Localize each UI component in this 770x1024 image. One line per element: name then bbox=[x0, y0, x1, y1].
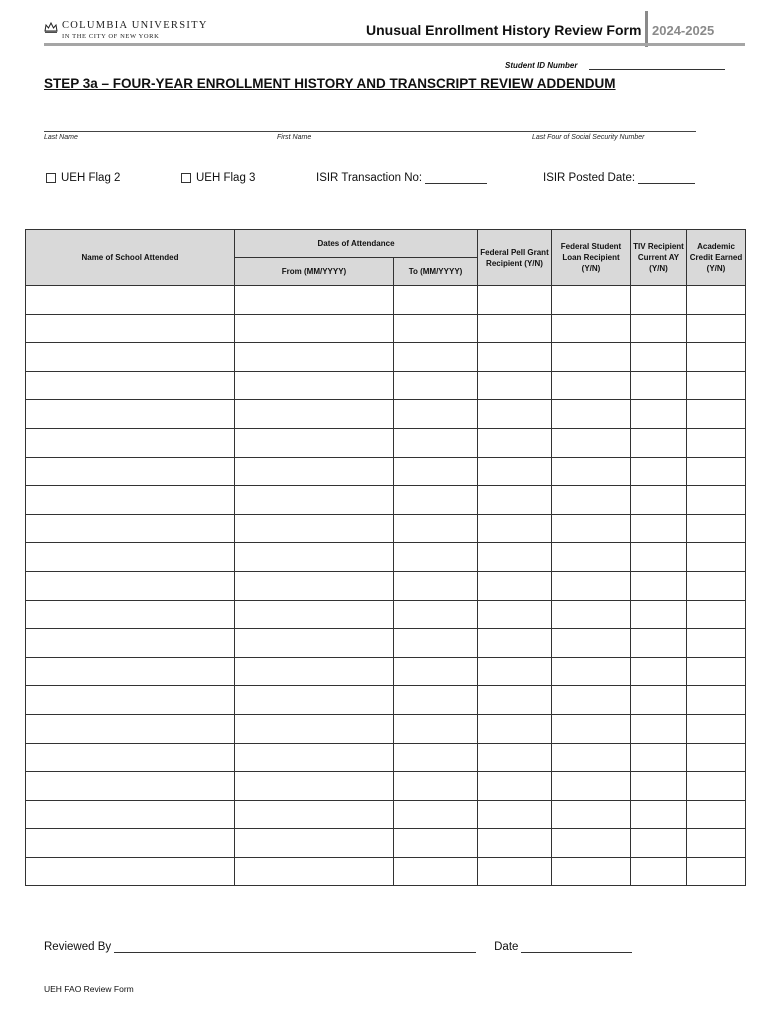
from-date-cell[interactable] bbox=[235, 629, 394, 658]
school-name-cell[interactable] bbox=[26, 571, 235, 600]
isir-transaction-field[interactable] bbox=[425, 173, 487, 184]
name-entry-line[interactable] bbox=[44, 131, 696, 132]
tiv-recipient-cell[interactable] bbox=[631, 772, 687, 801]
academic-credit-cell[interactable] bbox=[687, 714, 746, 743]
school-name-cell[interactable] bbox=[26, 629, 235, 658]
from-date-cell[interactable] bbox=[235, 343, 394, 372]
student-loan-cell[interactable] bbox=[552, 629, 631, 658]
student-loan-cell[interactable] bbox=[552, 772, 631, 801]
school-name-cell[interactable] bbox=[26, 428, 235, 457]
academic-credit-cell[interactable] bbox=[687, 486, 746, 515]
from-date-cell[interactable] bbox=[235, 743, 394, 772]
table-row bbox=[26, 314, 746, 343]
ueh-flag-2-checkbox[interactable] bbox=[46, 173, 56, 183]
isir-posted-field[interactable] bbox=[638, 173, 695, 184]
student-loan-cell[interactable] bbox=[552, 371, 631, 400]
school-name-cell[interactable] bbox=[26, 286, 235, 315]
from-date-cell[interactable] bbox=[235, 428, 394, 457]
from-date-cell[interactable] bbox=[235, 686, 394, 715]
student-loan-cell[interactable] bbox=[552, 457, 631, 486]
from-date-cell[interactable] bbox=[235, 800, 394, 829]
pell-grant-cell[interactable] bbox=[478, 371, 552, 400]
tiv-recipient-cell[interactable] bbox=[631, 600, 687, 629]
student-loan-cell[interactable] bbox=[552, 743, 631, 772]
from-date-cell[interactable] bbox=[235, 829, 394, 858]
logo-city-line: IN THE CITY OF NEW YORK bbox=[62, 33, 160, 40]
header-divider bbox=[645, 11, 648, 47]
to-date-cell[interactable] bbox=[394, 857, 478, 886]
from-date-cell[interactable] bbox=[235, 486, 394, 515]
table-row bbox=[26, 514, 746, 543]
pell-grant-cell[interactable] bbox=[478, 543, 552, 572]
academic-credit-cell[interactable] bbox=[687, 829, 746, 858]
table-row bbox=[26, 428, 746, 457]
pell-grant-cell[interactable] bbox=[478, 428, 552, 457]
from-date-cell[interactable] bbox=[235, 371, 394, 400]
from-date-cell[interactable] bbox=[235, 543, 394, 572]
crown-icon bbox=[44, 21, 58, 33]
school-name-cell[interactable] bbox=[26, 343, 235, 372]
table-row bbox=[26, 686, 746, 715]
table-row bbox=[26, 571, 746, 600]
to-date-cell[interactable] bbox=[394, 629, 478, 658]
pell-grant-cell[interactable] bbox=[478, 714, 552, 743]
form-title: Unusual Enrollment History Review Form bbox=[366, 22, 642, 38]
pell-grant-cell[interactable] bbox=[478, 743, 552, 772]
table-row bbox=[26, 743, 746, 772]
isir-transaction-label: ISIR Transaction No: bbox=[316, 172, 423, 184]
date-label: Date bbox=[494, 941, 519, 953]
academic-credit-cell[interactable] bbox=[687, 657, 746, 686]
academic-credit-cell[interactable] bbox=[687, 314, 746, 343]
to-date-cell[interactable] bbox=[394, 571, 478, 600]
reviewed-by-row bbox=[44, 941, 632, 953]
school-name-cell[interactable] bbox=[26, 514, 235, 543]
to-date-cell[interactable] bbox=[394, 400, 478, 429]
ueh-flag-3-checkbox[interactable] bbox=[181, 173, 191, 183]
header-rule bbox=[44, 43, 745, 46]
from-date-cell[interactable] bbox=[235, 857, 394, 886]
tiv-recipient-cell[interactable] bbox=[631, 657, 687, 686]
isir-posted-group bbox=[543, 172, 695, 184]
academic-credit-cell[interactable] bbox=[687, 743, 746, 772]
pell-grant-cell[interactable] bbox=[478, 314, 552, 343]
table-row bbox=[26, 400, 746, 429]
table-row bbox=[26, 286, 746, 315]
enrollment-history-table bbox=[25, 229, 746, 886]
academic-credit-cell[interactable] bbox=[687, 629, 746, 658]
to-date-cell[interactable] bbox=[394, 343, 478, 372]
academic-credit-cell[interactable] bbox=[687, 543, 746, 572]
academic-credit-cell[interactable] bbox=[687, 686, 746, 715]
to-date-cell[interactable] bbox=[394, 743, 478, 772]
school-name-cell[interactable] bbox=[26, 486, 235, 515]
tiv-recipient-cell[interactable] bbox=[631, 486, 687, 515]
student-loan-cell[interactable] bbox=[552, 829, 631, 858]
pell-grant-cell[interactable] bbox=[478, 514, 552, 543]
pell-grant-cell[interactable] bbox=[478, 657, 552, 686]
student-loan-cell[interactable] bbox=[552, 657, 631, 686]
from-date-cell[interactable] bbox=[235, 514, 394, 543]
table-row bbox=[26, 543, 746, 572]
student-loan-cell[interactable] bbox=[552, 486, 631, 515]
pell-grant-cell[interactable] bbox=[478, 457, 552, 486]
reviewed-by-label: Reviewed By bbox=[44, 941, 112, 953]
tiv-recipient-cell[interactable] bbox=[631, 400, 687, 429]
table-body bbox=[26, 286, 746, 886]
student-loan-cell[interactable] bbox=[552, 343, 631, 372]
table-row bbox=[26, 800, 746, 829]
tiv-recipient-cell[interactable] bbox=[631, 829, 687, 858]
school-name-cell[interactable] bbox=[26, 714, 235, 743]
first-name-caption: First Name bbox=[277, 134, 312, 141]
to-date-cell[interactable] bbox=[394, 686, 478, 715]
step-title: STEP 3a – FOUR-YEAR ENROLLMENT HISTORY AND TRANSCRIPT REVIEW ADDENDUM bbox=[44, 76, 616, 91]
student-loan-cell[interactable] bbox=[552, 428, 631, 457]
table-row bbox=[26, 486, 746, 515]
tiv-recipient-cell[interactable] bbox=[631, 371, 687, 400]
table-row bbox=[26, 772, 746, 801]
pell-grant-cell[interactable] bbox=[478, 686, 552, 715]
school-name-cell[interactable] bbox=[26, 686, 235, 715]
pell-grant-cell[interactable] bbox=[478, 486, 552, 515]
to-date-cell[interactable] bbox=[394, 600, 478, 629]
school-name-header: Name of School Attended bbox=[26, 230, 235, 286]
school-name-cell[interactable] bbox=[26, 743, 235, 772]
student-loan-cell[interactable] bbox=[552, 571, 631, 600]
ueh-flag-3-option[interactable] bbox=[181, 172, 255, 184]
tiv-recipient-cell[interactable] bbox=[631, 629, 687, 658]
student-loan-cell[interactable] bbox=[552, 857, 631, 886]
pell-grant-cell[interactable] bbox=[478, 829, 552, 858]
tiv-recipient-cell[interactable] bbox=[631, 800, 687, 829]
student-id-field[interactable] bbox=[589, 69, 725, 70]
to-date-header: To (MM/YYYY) bbox=[394, 258, 478, 286]
table-row bbox=[26, 714, 746, 743]
student-loan-cell[interactable] bbox=[552, 314, 631, 343]
academic-credit-cell[interactable] bbox=[687, 571, 746, 600]
table-row bbox=[26, 600, 746, 629]
student-loan-cell[interactable] bbox=[552, 400, 631, 429]
student-loan-header: Federal Student Loan Recipient (Y/N) bbox=[552, 230, 631, 286]
academic-credit-cell[interactable] bbox=[687, 428, 746, 457]
student-loan-cell[interactable] bbox=[552, 286, 631, 315]
from-date-cell[interactable] bbox=[235, 600, 394, 629]
tiv-recipient-cell[interactable] bbox=[631, 343, 687, 372]
pell-grant-header: Federal Pell Grant Recipient (Y/N) bbox=[478, 230, 552, 286]
tiv-recipient-cell[interactable] bbox=[631, 457, 687, 486]
dates-of-attendance-header: Dates of Attendance bbox=[235, 230, 478, 258]
tiv-recipient-cell[interactable] bbox=[631, 714, 687, 743]
tiv-recipient-cell[interactable] bbox=[631, 743, 687, 772]
school-name-cell[interactable] bbox=[26, 657, 235, 686]
tiv-recipient-cell[interactable] bbox=[631, 857, 687, 886]
to-date-cell[interactable] bbox=[394, 428, 478, 457]
school-name-cell[interactable] bbox=[26, 829, 235, 858]
student-loan-cell[interactable] bbox=[552, 543, 631, 572]
from-date-cell[interactable] bbox=[235, 314, 394, 343]
tiv-recipient-header: TIV Recipient Current AY (Y/N) bbox=[631, 230, 687, 286]
academic-credit-cell[interactable] bbox=[687, 457, 746, 486]
student-id-label: Student ID Number bbox=[505, 61, 578, 70]
tiv-recipient-cell[interactable] bbox=[631, 314, 687, 343]
academic-credit-cell[interactable] bbox=[687, 857, 746, 886]
pell-grant-cell[interactable] bbox=[478, 571, 552, 600]
academic-credit-cell[interactable] bbox=[687, 800, 746, 829]
table-row bbox=[26, 657, 746, 686]
academic-credit-cell[interactable] bbox=[687, 514, 746, 543]
student-loan-cell[interactable] bbox=[552, 714, 631, 743]
isir-transaction-group bbox=[316, 172, 487, 184]
school-name-cell[interactable] bbox=[26, 314, 235, 343]
pell-grant-cell[interactable] bbox=[478, 400, 552, 429]
tiv-recipient-cell[interactable] bbox=[631, 686, 687, 715]
to-date-cell[interactable] bbox=[394, 772, 478, 801]
school-name-cell[interactable] bbox=[26, 543, 235, 572]
pell-grant-cell[interactable] bbox=[478, 286, 552, 315]
school-name-cell[interactable] bbox=[26, 857, 235, 886]
from-date-cell[interactable] bbox=[235, 400, 394, 429]
to-date-cell[interactable] bbox=[394, 657, 478, 686]
student-loan-cell[interactable] bbox=[552, 686, 631, 715]
isir-posted-label: ISIR Posted Date: bbox=[543, 172, 636, 184]
student-loan-cell[interactable] bbox=[552, 514, 631, 543]
to-date-cell[interactable] bbox=[394, 543, 478, 572]
last-name-caption: Last Name bbox=[44, 134, 78, 141]
ssn-caption: Last Four of Social Security Number bbox=[532, 134, 645, 141]
student-loan-cell[interactable] bbox=[552, 600, 631, 629]
table-row bbox=[26, 857, 746, 886]
table-row bbox=[26, 629, 746, 658]
tiv-recipient-cell[interactable] bbox=[631, 428, 687, 457]
academic-credit-cell[interactable] bbox=[687, 286, 746, 315]
to-date-cell[interactable] bbox=[394, 314, 478, 343]
from-date-cell[interactable] bbox=[235, 714, 394, 743]
ueh-flag-2-option[interactable] bbox=[46, 172, 120, 184]
pell-grant-cell[interactable] bbox=[478, 600, 552, 629]
academic-credit-cell[interactable] bbox=[687, 600, 746, 629]
to-date-cell[interactable] bbox=[394, 800, 478, 829]
academic-credit-cell[interactable] bbox=[687, 343, 746, 372]
to-date-cell[interactable] bbox=[394, 486, 478, 515]
tiv-recipient-cell[interactable] bbox=[631, 543, 687, 572]
logo-university-name: COLUMBIA UNIVERSITY bbox=[62, 20, 208, 31]
tiv-recipient-cell[interactable] bbox=[631, 571, 687, 600]
pell-grant-cell[interactable] bbox=[478, 857, 552, 886]
table-row bbox=[26, 829, 746, 858]
school-name-cell[interactable] bbox=[26, 371, 235, 400]
tiv-recipient-cell[interactable] bbox=[631, 514, 687, 543]
from-date-cell[interactable] bbox=[235, 772, 394, 801]
ueh-flag-2-label: UEH Flag 2 bbox=[61, 172, 121, 184]
school-name-cell[interactable] bbox=[26, 600, 235, 629]
to-date-cell[interactable] bbox=[394, 286, 478, 315]
table-row bbox=[26, 343, 746, 372]
footer-text: UEH FAO Review Form bbox=[44, 984, 134, 994]
academic-credit-cell[interactable] bbox=[687, 371, 746, 400]
date-field[interactable] bbox=[521, 942, 632, 953]
academic-credit-cell[interactable] bbox=[687, 400, 746, 429]
to-date-cell[interactable] bbox=[394, 514, 478, 543]
academic-credit-header: Academic Credit Earned (Y/N) bbox=[687, 230, 746, 286]
form-year: 2024-2025 bbox=[652, 23, 715, 38]
pell-grant-cell[interactable] bbox=[478, 800, 552, 829]
pell-grant-cell[interactable] bbox=[478, 772, 552, 801]
pell-grant-cell[interactable] bbox=[478, 629, 552, 658]
tiv-recipient-cell[interactable] bbox=[631, 286, 687, 315]
school-name-cell[interactable] bbox=[26, 772, 235, 801]
from-date-header: From (MM/YYYY) bbox=[235, 258, 394, 286]
table-row bbox=[26, 457, 746, 486]
to-date-cell[interactable] bbox=[394, 829, 478, 858]
student-loan-cell[interactable] bbox=[552, 800, 631, 829]
academic-credit-cell[interactable] bbox=[687, 772, 746, 801]
to-date-cell[interactable] bbox=[394, 371, 478, 400]
school-name-cell[interactable] bbox=[26, 457, 235, 486]
to-date-cell[interactable] bbox=[394, 714, 478, 743]
from-date-cell[interactable] bbox=[235, 286, 394, 315]
ueh-flag-3-label: UEH Flag 3 bbox=[196, 172, 256, 184]
reviewed-by-field[interactable] bbox=[114, 942, 476, 953]
from-date-cell[interactable] bbox=[235, 457, 394, 486]
to-date-cell[interactable] bbox=[394, 457, 478, 486]
table-row bbox=[26, 371, 746, 400]
from-date-cell[interactable] bbox=[235, 657, 394, 686]
school-name-cell[interactable] bbox=[26, 400, 235, 429]
school-name-cell[interactable] bbox=[26, 800, 235, 829]
from-date-cell[interactable] bbox=[235, 571, 394, 600]
pell-grant-cell[interactable] bbox=[478, 343, 552, 372]
